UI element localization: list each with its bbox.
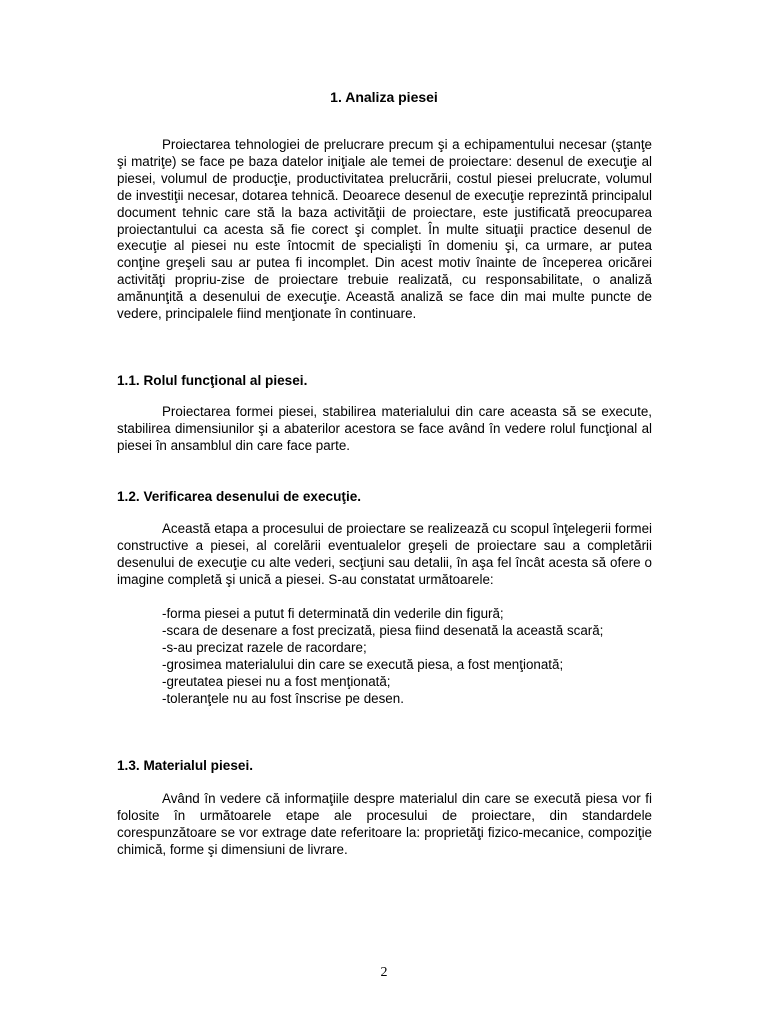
list-item: -s-au precizat razele de racordare; bbox=[162, 639, 367, 655]
section-text-materialul-piesei: Având în vedere că informaţiile despre materialul din care se execută piesa vor fi folosite în următoarele etape ale procesului de proiectare, din standardele corespunzătoare se vor extrage date referitoare la: proprietăţi fizico-mecanice, compoziţie chimică, forme şi dimensiuni de livrare. bbox=[117, 791, 652, 857]
findings-list bbox=[117, 606, 652, 707]
list-item: -forma piesei a putut fi determinată din vederile din figură; bbox=[162, 606, 504, 621]
intro-paragraph bbox=[117, 137, 652, 323]
section-paragraph-verificarea-desenului bbox=[117, 521, 652, 589]
section-text-verificarea-desenului: Această etapa a procesului de proiectare se realizează cu scopul înţelegerii formei constructive a piesei, al corelării eventualelor greşeli de proiectare sau a completării desenului de execuţie cu alte vederi, secţiuni sau detalii, în aşa fel încât acesta să ofere o imagine completă şi unică a piesei. S-au constatat următoarele: bbox=[117, 521, 652, 587]
page-title: 1. Analiza piesei bbox=[330, 89, 438, 105]
page-number: 2 bbox=[380, 965, 388, 980]
section-paragraph-materialul-piesei bbox=[117, 791, 652, 859]
list-item: -greutatea piesei nu a fost menţionată; bbox=[162, 673, 391, 689]
section-heading-rol-functional: 1.1. Rolul funcţional al piesei. bbox=[117, 373, 308, 388]
section-heading-materialul-piesei: 1.3. Materialul piesei. bbox=[117, 758, 253, 773]
section-text-rol-functional: Proiectarea formei piesei, stabilirea materialului din care aceasta să se execute, stabilirea dimensiunilor şi a abaterilor acestora se face având în vedere rolul funcţional al piesei în ansamblul din care face parte. bbox=[117, 404, 652, 453]
list-item: -toleranţele nu au fost înscrise pe desen. bbox=[162, 690, 404, 706]
list-item: -grosimea materialului din care se execută piesa, a fost menţionată; bbox=[162, 656, 564, 672]
intro-text: Proiectarea tehnologiei de prelucrare precum şi a echipamentului necesar (ştanţe şi matriţe) se face pe baza datelor iniţiale ale temei de proiectare: desenul de execuţie al piesei, volumul de producţie, productivitatea prelucrării, costul piesei prelucrate, volumul de investiţii necesar, dotarea tehnică. Deoarece desenul de execuţie reprezintă principalul document tehnic care stă la baza activităţii de proiectare, este justificată preocuparea proiectantului ca acesta să fie corect şi complet. În multe situaţii practice desenul de execuţie al piesei nu este întocmit de specialişti în domeniu şi, ca urmare, ar putea conţine greşeli sau ar putea fi incomplet. Din acest motiv înainte de începerea oricărei activităţi propriu-zise de proiectare trebuie realizată, cu responsabilitate, o analiză amănunţită a desenului de execuţie. Această analiză se face din mai multe puncte de vedere, principalele fiind menţionate în continuare. bbox=[117, 137, 652, 322]
section-paragraph-rol-functional bbox=[117, 404, 652, 455]
section-heading-verificarea-desenului: 1.2. Verificarea desenului de execuţie. bbox=[117, 489, 362, 504]
list-item: -scara de desenare a fost precizată, piesa fiind desenată la această scară; bbox=[162, 622, 604, 638]
